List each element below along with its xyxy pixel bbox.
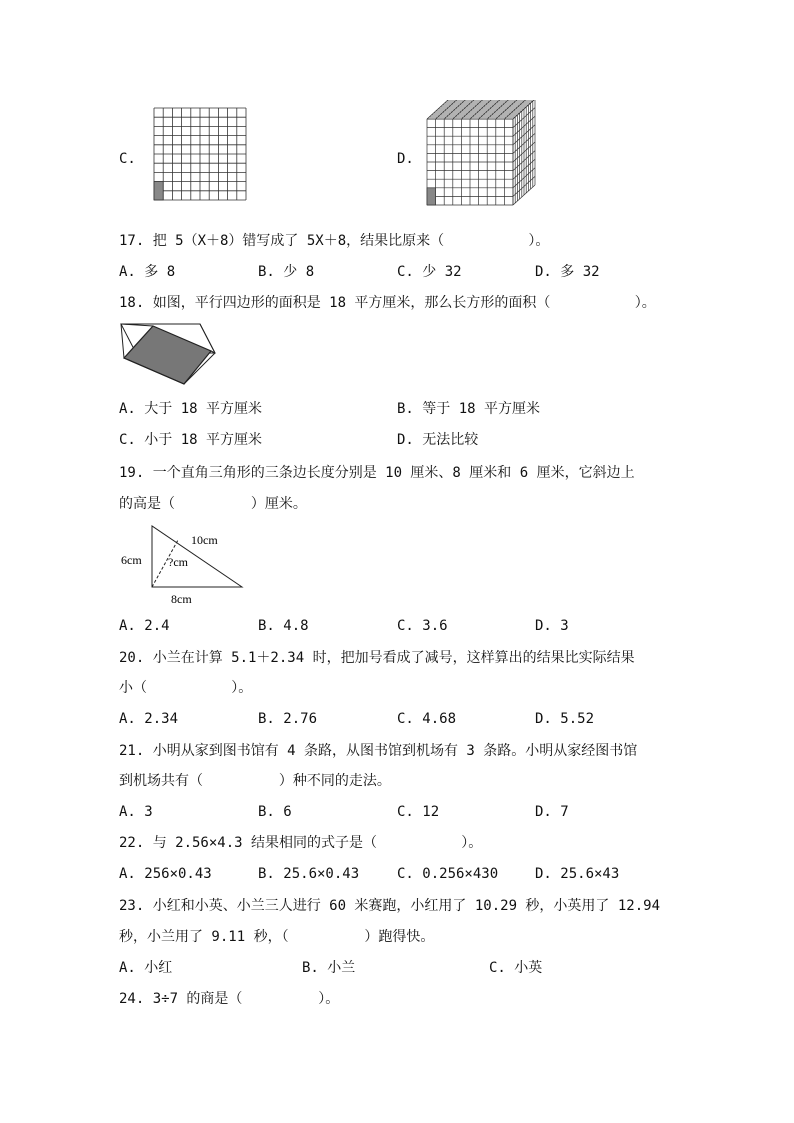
- q20-option-d[interactable]: D. 5.52: [535, 711, 595, 727]
- thousand-cube-figure: [424, 100, 544, 210]
- q20-option-b[interactable]: B. 2.76: [258, 711, 318, 727]
- q20-option-c[interactable]: C. 4.68: [397, 711, 457, 727]
- q17-option-b[interactable]: B. 少 8: [258, 264, 315, 280]
- q23-stem-line2: 秒，小兰用了 9.11 秒，（ ）跑得快。: [119, 929, 435, 945]
- q19-option-a[interactable]: A. 2.4: [119, 618, 170, 634]
- q17-option-c[interactable]: C. 少 32: [397, 264, 462, 280]
- q18-option-d[interactable]: D. 无法比较: [397, 432, 479, 448]
- q22-option-a[interactable]: A. 256×0.43: [119, 866, 212, 882]
- q19-stem-line1: 19. 一个直角三角形的三条边长度分别是 10 厘米、8 厘米和 6 厘米，它斜边上: [119, 465, 635, 481]
- q20-stem-line2: 小（ ）。: [119, 680, 253, 696]
- q18-option-c[interactable]: C. 小于 18 平方厘米: [119, 432, 263, 448]
- q19-label-height: ?cm: [168, 555, 188, 569]
- q21-stem-line1: 21. 小明从家到图书馆有 4 条路，从图书馆到机场有 3 条路。小明从家经图书馆: [119, 743, 638, 759]
- q19-option-c[interactable]: C. 3.6: [397, 618, 448, 634]
- q19-label-left: 6cm: [121, 553, 142, 567]
- q19-label-hyp: 10cm: [191, 533, 218, 547]
- q21-stem-line2: 到机场共有（ ）种不同的走法。: [119, 773, 391, 789]
- right-triangle-figure: [118, 520, 248, 610]
- option-d-label: D.: [397, 151, 414, 167]
- shaded-cube-cell: [427, 188, 436, 205]
- q18-stem: 18. 如图，平行四边形的面积是 18 平方厘米，那么长方形的面积（ ）。: [119, 295, 656, 311]
- hundred-grid-figure: [150, 105, 250, 210]
- option-c-label: C.: [119, 151, 136, 167]
- q20-stem-line1: 20. 小兰在计算 5.1＋2.34 时，把加号看成了减号，这样算出的结果比实际结果: [119, 650, 635, 666]
- q17-option-a[interactable]: A. 多 8: [119, 264, 176, 280]
- q22-option-d[interactable]: D. 25.6×43: [535, 866, 620, 882]
- q23-stem-line1: 23. 小红和小英、小兰三人进行 60 米赛跑，小红用了 10.29 秒，小英用了 12.94: [119, 898, 661, 914]
- q21-option-a[interactable]: A. 3: [119, 804, 153, 820]
- q23-option-c[interactable]: C. 小英: [489, 960, 543, 976]
- q19-stem-line2: 的高是（ ）厘米。: [119, 496, 307, 512]
- q23-option-a[interactable]: A. 小红: [119, 960, 173, 976]
- q23-option-b[interactable]: B. 小兰: [302, 960, 356, 976]
- shaded-cell: [154, 182, 163, 200]
- q22-option-c[interactable]: C. 0.256×430: [397, 866, 499, 882]
- q19-option-b[interactable]: B. 4.8: [258, 618, 309, 634]
- q22-stem: 22. 与 2.56×4.3 结果相同的式子是（ ）。: [119, 835, 483, 851]
- q19-label-bottom: 8cm: [171, 592, 192, 606]
- parallelogram-rectangle-figure: [118, 320, 218, 390]
- q17-option-d[interactable]: D. 多 32: [535, 264, 600, 280]
- q18-option-b[interactable]: B. 等于 18 平方厘米: [397, 401, 541, 417]
- q18-option-a[interactable]: A. 大于 18 平方厘米: [119, 401, 263, 417]
- q21-option-d[interactable]: D. 7: [535, 804, 569, 820]
- q21-option-c[interactable]: C. 12: [397, 804, 440, 820]
- q21-option-b[interactable]: B. 6: [258, 804, 292, 820]
- q24-stem: 24. 3÷7 的商是（ ）。: [119, 991, 340, 1007]
- q22-option-b[interactable]: B. 25.6×0.43: [258, 866, 360, 882]
- q17-stem: 17. 把 5（X＋8）错写成了 5X＋8，结果比原来（ ）。: [119, 233, 550, 249]
- q20-option-a[interactable]: A. 2.34: [119, 711, 179, 727]
- q19-option-d[interactable]: D. 3: [535, 618, 569, 634]
